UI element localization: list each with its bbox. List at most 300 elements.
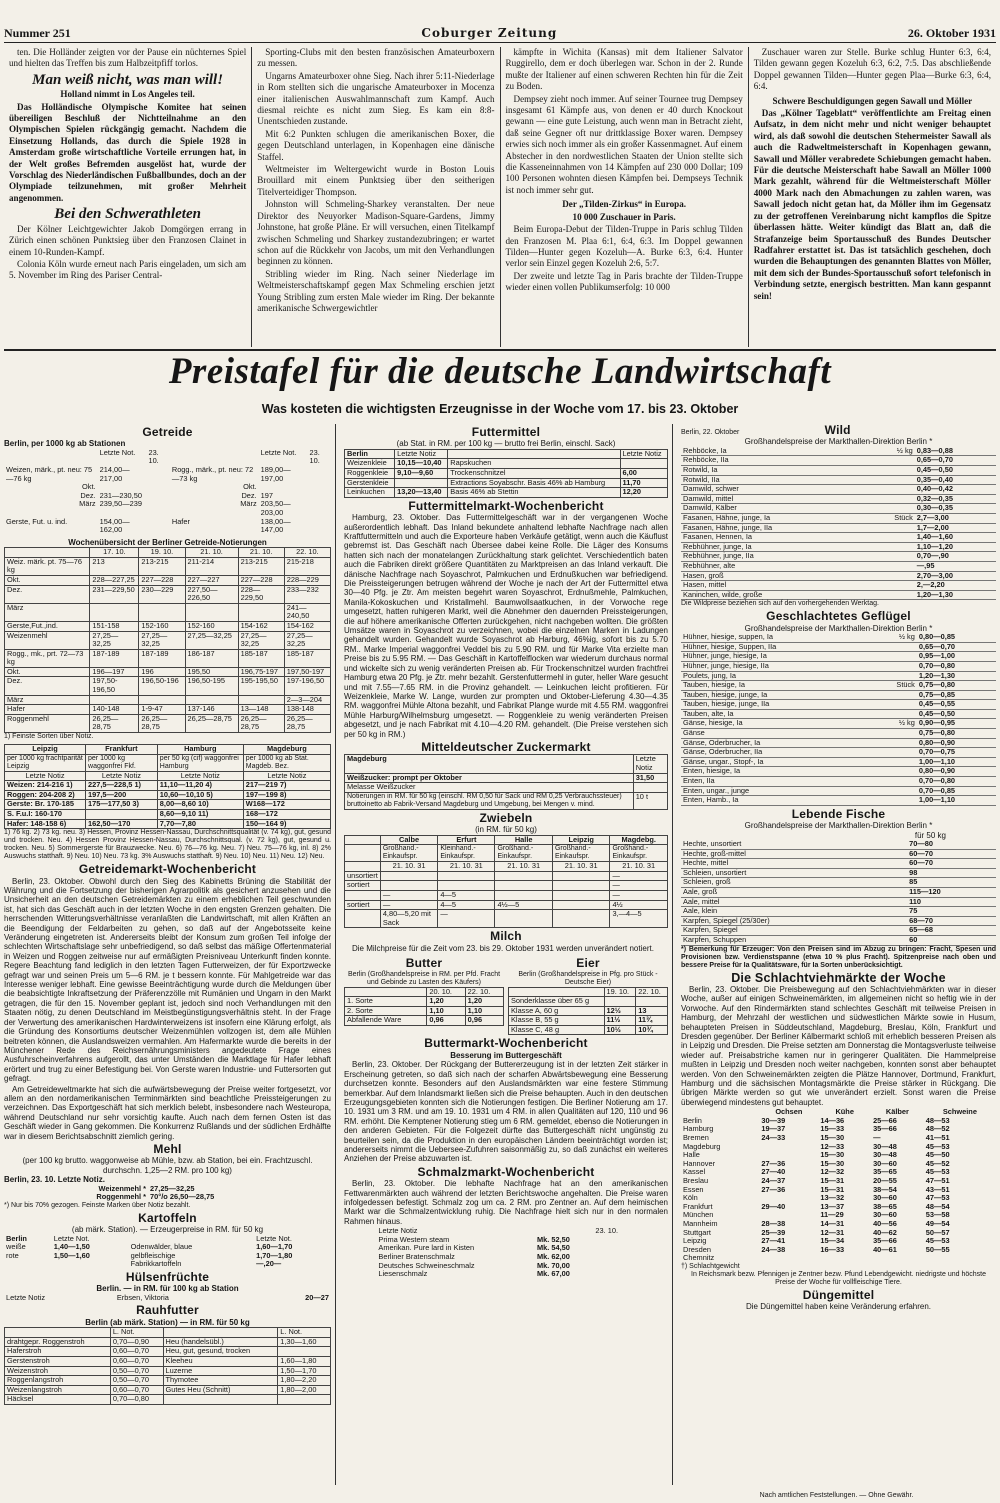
- table-header: L. Not.: [278, 1328, 331, 1338]
- sport-column-2: [252, 47, 500, 347]
- section-subtitle: (per 100 kg brutto. waggonweise ab Mühle, bzw. ab Station, bei ein. Frachtzuschl. durchschn. 1,25—2 RM. pro 100 kg): [22, 1156, 313, 1175]
- table-header: Leipzig: [5, 745, 86, 755]
- table-cell: ½ kg: [873, 633, 917, 642]
- table-cell: 230—229: [139, 585, 185, 603]
- table-header: 20. 10.: [427, 987, 465, 997]
- table-cell: drahtgepr. Roggenstroh: [5, 1337, 111, 1347]
- table-row: [5, 621, 331, 631]
- page-title: Preistafel für die deutsche Landwirtschaft: [168, 351, 832, 392]
- table-cell: 138-148: [284, 705, 330, 715]
- table-cell: 40—56: [873, 1218, 897, 1228]
- section-title: Buttermarkt-Wochenbericht: [424, 1036, 588, 1051]
- table-cell: Haferstroh: [5, 1347, 111, 1357]
- table-row: [5, 631, 331, 649]
- table-cell: 30—48: [873, 1150, 897, 1160]
- table-cell: Letzte Notiz: [620, 449, 667, 459]
- table-cell: 1,10—1,20: [915, 542, 996, 552]
- table-cell: 196,75-197: [238, 667, 284, 677]
- table-cell: 16—33: [820, 1244, 845, 1254]
- table-cell: 11,70: [620, 478, 667, 488]
- table-cell: Mk. 54,50: [537, 1243, 570, 1253]
- table-cell: 228—227,25: [90, 575, 139, 585]
- table-cell: Großhand.-Einkaufspr.: [495, 845, 553, 862]
- table-cell: Enten, ungar., junge: [681, 786, 873, 796]
- table-row: [681, 1246, 996, 1255]
- table-row: [5, 781, 331, 791]
- header-rule: [4, 42, 996, 43]
- table-row: [681, 777, 996, 787]
- page-header: [4, 26, 996, 40]
- table-row: [5, 1385, 331, 1395]
- table-cell: 47—51: [925, 1176, 950, 1185]
- report-text: Berlin, 23. Oktober. Die Preisbewegung auf den Schlachtviehmärkten war in dieser Woche, außer auf einigen Schweinemärkten, im allgemeinen nicht so heftig wie in der Vorwoche. Auf den Rindermärkten stand schlechtes Geschäft mit teilweise Preisen in Hamburg, der Mehrzahl der westlichen und südwestlichen Märkte sowie in Husum, behaupteten Preisen in Süddeutschland, Magdeburg, Breslau, Köln, Frankfurt und Dresden gegenüber. Der Berliner Kälbermarkt schloß mit erheblich besseren Preisen als in Leipzig und Dresden. Die Preise setzten am Donnerstag die Montagsverluste teilweise wieder auf. Preisabstriche kamen nur in geringerer Qualitäten. Die Hammelpreise mußten in Leipzig und Dresden noch weiter nachgeben, konnten sonst aber behauptet werden. Von den Schweinemärkten zeigten die Plätze Hannover, Dortmund, Frankfurt, Hamburg und die sächsischen Montagsmärkte die Preise stärker in Rückgang. Die übrigen Märkte werden so gut wie unverändert erzielt. Sonst waren die Preise überwiegend mindestens gut behauptet.: [681, 984, 996, 1107]
- table-cell: 27—36: [761, 1184, 786, 1194]
- table-cell: 0,70—,90: [915, 552, 996, 562]
- table-cell: 3,—4—5: [610, 910, 668, 928]
- butter-eier-block: [344, 955, 668, 1035]
- table-row: [345, 881, 668, 891]
- table-cell: Rogg., mk., prt. 72—73 kg: [5, 649, 90, 667]
- section-subtitle: Berlin (ab märk. Station) — in RM. für 50 kg: [85, 1317, 250, 1327]
- table-cell: Gerste, Fut. u. ind.: [6, 516, 68, 526]
- table-cell: Schleien, groß: [681, 878, 907, 888]
- table-cell: 70—80: [907, 840, 996, 849]
- table-cell: Hühner, hiesige, Suppen, IIa: [681, 642, 873, 652]
- table-row: [5, 1356, 331, 1366]
- table-cell: 2,—2,20: [915, 581, 996, 591]
- table-cell: [308, 518, 331, 535]
- table-cell: Aale, klein: [681, 907, 907, 917]
- table-cell: Hühner, hiesige, suppen, Ia: [681, 633, 873, 642]
- section-title: Getreide: [142, 425, 193, 439]
- table-cell: S. F.u.I: 160-170: [5, 810, 86, 820]
- section-subtitle: Großhandelspreise der Markthallen-Direktion Berlin *: [744, 623, 933, 633]
- table-cell: 228—229: [284, 575, 330, 585]
- table-cell: Letzte Notiz: [6, 1292, 46, 1302]
- table-cell: 0,45—0,55: [917, 700, 996, 710]
- table-cell: März: [240, 499, 257, 509]
- table-cell: Roggenlangstroh: [5, 1376, 111, 1386]
- table-cell: [759, 1143, 818, 1152]
- table-cell: 0,65—0,70: [917, 642, 996, 652]
- table-cell: [869, 571, 914, 581]
- table-cell: Weizenmehl *: [98, 1183, 147, 1193]
- table-row: [345, 845, 668, 862]
- table-cell: 7,70—7,80: [157, 819, 243, 829]
- table-row: [681, 840, 996, 849]
- table-cell: 0,70—0,75: [917, 748, 996, 758]
- table-cell: 1,10: [427, 1006, 465, 1016]
- futtermittel-table: [344, 449, 668, 498]
- table-row: [4, 466, 331, 483]
- article-subheadline: 10 000 Zuschauer in Paris.: [572, 211, 676, 222]
- table-note: In Reichsmark bezw. Pfennigen je Zentner bezw. Pfund Lebendgewicht. niedrigste und höchste Preise der Woche für vollfleischige Tiere.: [691, 1270, 986, 1286]
- table-row: [345, 997, 504, 1007]
- table-cell: [345, 862, 381, 872]
- table-row: [681, 466, 996, 476]
- table-cell: 4½: [610, 900, 668, 910]
- table-cell: [185, 603, 238, 621]
- table-cell: 197,50-197: [284, 667, 330, 677]
- table-cell: 10 t: [633, 792, 667, 809]
- table-cell: Weizenstroh: [5, 1366, 111, 1376]
- table-cell: 2. Sorte: [345, 1006, 427, 1016]
- table-row: [681, 661, 996, 671]
- table-cell: 195-195,50: [238, 677, 284, 695]
- table-cell: 1,70—1,80: [256, 1250, 293, 1260]
- table-cell: [495, 890, 553, 900]
- table-cell: 49—54: [925, 1218, 950, 1228]
- table-cell: 27,25—32,25: [284, 631, 330, 649]
- table-cell: 28—38: [761, 1218, 786, 1228]
- table-cell: Köln: [683, 1193, 698, 1203]
- table-cell: [873, 767, 917, 777]
- table-cell: Odenwälder, blaue: [130, 1242, 193, 1252]
- table-cell: Hannover: [683, 1158, 716, 1168]
- table-cell: Mk. 62,00: [537, 1251, 570, 1261]
- table-cell: 0,83—0,88: [915, 447, 996, 456]
- table-cell: 1,40—1,60: [915, 533, 996, 543]
- fische-table: [681, 840, 996, 946]
- table-cell: 12½: [604, 1006, 636, 1016]
- mehl-table: [4, 1185, 331, 1202]
- article-text: Das Holländische Olympische Komitee hat seinen übereiligen Beschluß der Nichtteilnahme an den Olympischen Spielen rückgängig gemacht. Nachdem die Einsetzung Hollands, das durch die Spiele 1928 in Amsterdam große wirtschaftliche Vorteile errungen hat, in der Welt großes Befremden ausgelöst hat, wurde der Vorschlag des Niederländischen Fußballbundes, doch an der Olympiade teilzunehmen, mit großer Mehrheit angenommen.: [9, 101, 247, 203]
- table-cell: 0,95—1,00: [917, 652, 996, 662]
- table-cell: 40—62: [873, 1227, 897, 1237]
- sport-column-3: [501, 47, 749, 347]
- table-cell: Karpfen, Schuppen: [681, 935, 907, 945]
- table-cell: [636, 997, 668, 1007]
- article-text: Der Kölner Leichtgewichter Jakob Domgörgen errang in Zürich einen schönen Punktsieg über den Franzosen Clainet in einem 10-Runden-Kampf.: [9, 223, 247, 257]
- table-cell: [873, 757, 917, 767]
- table-cell: 10¾: [636, 1025, 668, 1035]
- table-cell: 0,60—0,70: [110, 1385, 163, 1395]
- page-subtitle: Was kosteten die wichtigsten Erzeugnisse in der Woche vom 17. bis 23. Oktober: [261, 402, 739, 416]
- table-cell: 11,10—11,20 4): [157, 781, 243, 791]
- table-cell: 1,60—1,70: [256, 1242, 293, 1252]
- table-row: [681, 859, 996, 869]
- table-cell: 0,80—0,90: [917, 738, 996, 748]
- table-cell: Aale, mittel: [681, 897, 907, 907]
- table-cell: Halle: [683, 1150, 700, 1160]
- table-header: 17. 10.: [90, 548, 139, 558]
- table-cell: Kassel: [683, 1167, 706, 1177]
- table-cell: [869, 533, 914, 543]
- section-title: Rauhfutter: [136, 1303, 199, 1318]
- section-subtitle: (ab Stat. in RM. per 100 kg — brutto frei Berlin, einschl. Sack): [396, 439, 616, 449]
- table-cell: Letzte Notiz: [86, 771, 158, 781]
- section-subtitle: Berlin. — in RM. für 100 kg ab Station: [96, 1284, 239, 1294]
- table-cell: Gerste,Fut.,ind.: [5, 621, 90, 631]
- table-cell: 98: [907, 868, 996, 878]
- table-row: [5, 585, 331, 603]
- table-cell: Großhand.-Einkaufspr.: [610, 845, 668, 862]
- table-cell: Rehböcke, Ia: [681, 447, 869, 456]
- table-cell: Heu (handelsübl.): [163, 1337, 278, 1347]
- table-cell: 27,25—32,25: [139, 631, 185, 649]
- table-cell: 0,65—0,70: [915, 456, 996, 466]
- table-cell: Weißzucker: prompt per Oktober: [345, 773, 634, 783]
- table-row: [681, 533, 996, 543]
- eier-table: [508, 987, 668, 1036]
- table-cell: 196,50-196: [139, 677, 185, 695]
- table-cell: 43—51: [925, 1184, 950, 1194]
- table-cell: [869, 466, 914, 476]
- table-row: [345, 910, 668, 928]
- table-cell: ½ kg: [869, 447, 914, 456]
- table-cell: Damwild, schwer: [681, 485, 869, 495]
- table-cell: Hafer: 148-158 6): [5, 819, 86, 829]
- table-cell: 189,00—197,00: [260, 465, 291, 483]
- table-cell: 213-215: [139, 557, 185, 575]
- table-cell: Klasse B, 55 g: [509, 1016, 605, 1026]
- table-cell: Gänse, hiesige, Ia: [681, 719, 873, 729]
- table-header: Kühe: [835, 1107, 854, 1117]
- table-cell: 1,50—1,60: [53, 1250, 90, 1260]
- table-row: [681, 513, 996, 523]
- issue-date: 26. Oktober 1931: [907, 25, 996, 40]
- table-cell: 0,60—0,70: [110, 1356, 163, 1366]
- table-cell: 196—197: [90, 667, 139, 677]
- prices-column-3: [677, 424, 996, 1485]
- table-cell: Hühner, junge, hiesige, Ia: [681, 652, 873, 662]
- table-header: [5, 548, 90, 558]
- table-cell: Damwild, mittel: [681, 494, 869, 504]
- table-row: [4, 1193, 331, 1202]
- table-cell: Karpfen, Spiegel: [681, 926, 907, 936]
- staedte-table: [4, 744, 331, 829]
- table-cell: 27—40: [761, 1167, 786, 1177]
- table-cell: Breslau: [683, 1176, 709, 1185]
- table-header: 23. 10.: [148, 447, 159, 466]
- table-cell: 150—164 9): [243, 819, 330, 829]
- table-cell: 15—30: [820, 1133, 845, 1143]
- table-cell: 1,10: [465, 1006, 503, 1016]
- table-cell: 154-162: [238, 621, 284, 631]
- table-cell: 10½: [604, 1025, 636, 1035]
- table-cell: 115—120: [907, 888, 996, 898]
- table-cell: Gänse: [681, 729, 873, 739]
- table-row: [4, 1260, 331, 1269]
- table-cell: Rogg., märk., pt. neu: 72—73 kg: [171, 465, 254, 483]
- table-header: 22. 10.: [465, 987, 503, 997]
- table-header: 21. 10.: [185, 548, 238, 558]
- table-cell: 2,7—3,00: [915, 513, 996, 523]
- table-cell: 4—5: [438, 900, 495, 910]
- article-text: kämpfte in Wichita (Kansas) mit dem Italiener Salvator Ruggirello, dem er doch überlegen war. Schon in der 2. Runde mußte der Italiener auf einen schweren Rechten hin für die Zeit zu Boden.: [505, 47, 743, 92]
- table-cell: Dez.: [5, 585, 90, 603]
- table-row: [4, 1294, 331, 1303]
- table-cell: Klasse A, 60 g: [509, 1006, 605, 1016]
- table-cell: Okt.: [5, 575, 90, 585]
- table-note: Die Wildpreise beziehen sich auf den vorhergehenden Werktag.: [681, 600, 879, 608]
- table-row: [5, 819, 331, 829]
- table-cell: 185-187: [284, 649, 330, 667]
- footer-note: Nach amtlichen Feststellungen. — Ohne Gewähr.: [759, 1492, 914, 1499]
- table-cell: [308, 466, 331, 483]
- table-cell: Enten, IIa: [681, 777, 873, 787]
- table-cell: 45—53: [925, 1141, 950, 1151]
- table-cell: Weizenlangstroh: [5, 1385, 111, 1395]
- table-cell: [552, 890, 610, 900]
- table-cell: [924, 1254, 996, 1263]
- table-cell: 26,25—28,75: [139, 714, 185, 732]
- rauh-table: [4, 1327, 331, 1405]
- table-cell: 20—27: [305, 1292, 329, 1302]
- table-cell: 227—228: [238, 575, 284, 585]
- table-cell: Basis 46% ab Stettin: [448, 488, 620, 498]
- table-cell: Dez.: [5, 677, 90, 695]
- article-headline: Der „Tilden-Zirkus“ in Europa.: [562, 199, 687, 210]
- table-row: [376, 1270, 635, 1279]
- table-row: [681, 561, 996, 571]
- table-header: [5, 1328, 111, 1338]
- sport-column-1: [4, 47, 252, 347]
- section-title: Zwiebeln: [479, 810, 533, 825]
- table-header: Letzte Not.: [260, 447, 297, 457]
- table-cell: [633, 783, 667, 793]
- table-cell: 1,20: [465, 997, 503, 1007]
- table-cell: Großhand.-Einkaufspr.: [380, 845, 438, 862]
- table-cell: Weizen: 214-216 1): [5, 781, 86, 791]
- table-cell: Letzte Notiz: [395, 449, 448, 459]
- table-cell: 197,50-196,50: [90, 677, 139, 695]
- table-cell: Karpfen, Spiegel (25/30er): [681, 916, 907, 926]
- table-note: *) Nur bis 70% gezogen. Feinste Marken über Notiz bezahlt.: [4, 1201, 191, 1209]
- table-cell: 0,75—0,85: [917, 690, 996, 700]
- table-row: [681, 652, 996, 662]
- table-cell: [495, 910, 553, 928]
- table-cell: Weizenmehl: [5, 631, 90, 649]
- eier-block: [508, 955, 668, 1035]
- table-cell: 1. Sorte: [345, 997, 427, 1007]
- section-title: Mehl: [153, 1141, 182, 1156]
- table-row: [681, 878, 996, 888]
- table-cell: März: [5, 695, 90, 705]
- table-cell: 162,50—170: [86, 819, 158, 829]
- table-row: [4, 483, 331, 492]
- table-row: [681, 935, 996, 945]
- table-cell: Häcksel: [5, 1395, 111, 1405]
- table-cell: [552, 900, 610, 910]
- table-cell: 27,25—32,25: [90, 631, 139, 649]
- table-cell: [238, 603, 284, 621]
- article-text: Zuschauer waren zur Stelle. Burke schlug Hunter 6:3, 6:4, Tilden gewann gegen Kozeluh 6:3, 6:2, 7:5. Das abschließende Doppel gewannen Tilden—Hunter gegen Plaa—Burke 6:3, 6:4, 6:4.: [753, 47, 991, 92]
- table-cell: 30—39: [761, 1115, 786, 1125]
- table-header: 19. 10.: [139, 548, 185, 558]
- table-cell: 0,70—0,90: [110, 1337, 163, 1347]
- table-cell: 50—57: [925, 1227, 950, 1237]
- table-cell: Rebhühner, junge, Ia: [681, 542, 869, 552]
- table-cell: 48—54: [925, 1201, 950, 1211]
- table-cell: [438, 881, 495, 891]
- table-cell: Trockenschnitzel: [448, 469, 620, 479]
- section-subtitle: Berlin (Großhandelspreise in Pfg. pro Stück - Deutsche Eier): [518, 970, 658, 986]
- table-header-row: [5, 548, 331, 558]
- table-cell: [869, 581, 914, 591]
- table-cell: Stück: [869, 513, 914, 523]
- table-cell: Roggen: 204-208 2): [5, 790, 86, 800]
- table-cell: 60—70: [907, 849, 996, 859]
- table-cell: 1,80—2,00: [278, 1385, 331, 1395]
- table-cell: [380, 871, 438, 881]
- table-cell: 13—37: [820, 1201, 845, 1211]
- section-title: Lebende Fische: [791, 806, 886, 821]
- table-row: [681, 590, 996, 600]
- table-cell: 30—60: [873, 1210, 897, 1220]
- table-cell: 29—40: [761, 1201, 786, 1211]
- table-cell: 53—58: [925, 1210, 950, 1220]
- table-cell: [869, 456, 914, 466]
- section-title: Kartoffeln: [138, 1210, 197, 1225]
- section-title: Schmalzmarkt-Wochenbericht: [417, 1164, 595, 1179]
- table-cell: 31,50: [633, 773, 667, 783]
- table-cell: Hasen, mittel: [681, 581, 869, 591]
- table-header-row: [5, 745, 331, 755]
- table-cell: Erbsen, Viktoria: [116, 1292, 169, 1302]
- table-cell: Roggenmehl: [5, 714, 90, 732]
- article-subheadline: Holland nimmt in Los Angeles teil.: [60, 89, 195, 100]
- table-cell: 14—31: [820, 1218, 845, 1228]
- table-cell: rote: [6, 1250, 19, 1260]
- table-cell: Letzte Notiz: [157, 771, 243, 781]
- table-cell: Stück: [873, 681, 917, 691]
- table-cell: 2—3—204: [284, 695, 330, 705]
- table-cell: 154-162: [284, 621, 330, 631]
- table-cell: 215-218: [284, 557, 330, 575]
- table-row: [5, 695, 331, 705]
- table-row: [509, 1025, 668, 1035]
- table-cell: 197—199 8): [243, 790, 330, 800]
- section-title: Milch: [490, 929, 522, 944]
- table-cell: 45—52: [925, 1158, 950, 1168]
- table-cell: Hühner, junge, hiesige, IIa: [681, 661, 873, 671]
- table-cell: Bremen: [683, 1133, 709, 1143]
- prices-column-1: [4, 424, 336, 1485]
- table-cell: Dez.: [80, 490, 96, 500]
- table-row: [681, 729, 996, 739]
- table-row: [681, 849, 996, 859]
- table-cell: Essen: [683, 1184, 704, 1194]
- butter-table: [344, 987, 504, 1026]
- table-cell: Rehböcke, IIa: [681, 456, 869, 466]
- table-row: [4, 518, 331, 535]
- table-cell: per 50 kg (cif) waggonfrei Hamburg: [157, 754, 243, 771]
- section-title: Futtermittelmarkt-Wochenbericht: [408, 498, 604, 513]
- table-cell: 11½: [604, 1016, 636, 1026]
- table-cell: Hafer: [5, 705, 90, 715]
- table-cell: Heu, gut, gesund, trocken: [163, 1347, 278, 1357]
- table-cell: Rebhühner, junge, IIa: [681, 552, 869, 562]
- table-cell: [4, 1260, 52, 1269]
- table-cell: 203,50—203,00: [260, 499, 291, 517]
- table-cell: Leipzig: [683, 1236, 707, 1246]
- table-cell: Sonderklasse über 65 g: [509, 997, 605, 1007]
- table-cell: Kleinhand.-Einkaufspr.: [438, 845, 495, 862]
- table-cell: 197-196,50: [284, 677, 330, 695]
- table-cell: [593, 1253, 635, 1262]
- table-cell: [345, 910, 381, 928]
- table-cell: 10,60—10,10 5): [157, 790, 243, 800]
- table-cell: 1,80—2,20: [278, 1376, 331, 1386]
- table-cell: Poulets, jung, Ia: [681, 671, 873, 681]
- table-cell: 1,50—1,70: [278, 1366, 331, 1376]
- table-cell: 10,15—10,40: [395, 459, 448, 469]
- table-cell: —: [380, 890, 438, 900]
- table-cell: [308, 492, 331, 501]
- table-cell: 26,25—28,75: [238, 714, 284, 732]
- table-header-row: [345, 755, 668, 773]
